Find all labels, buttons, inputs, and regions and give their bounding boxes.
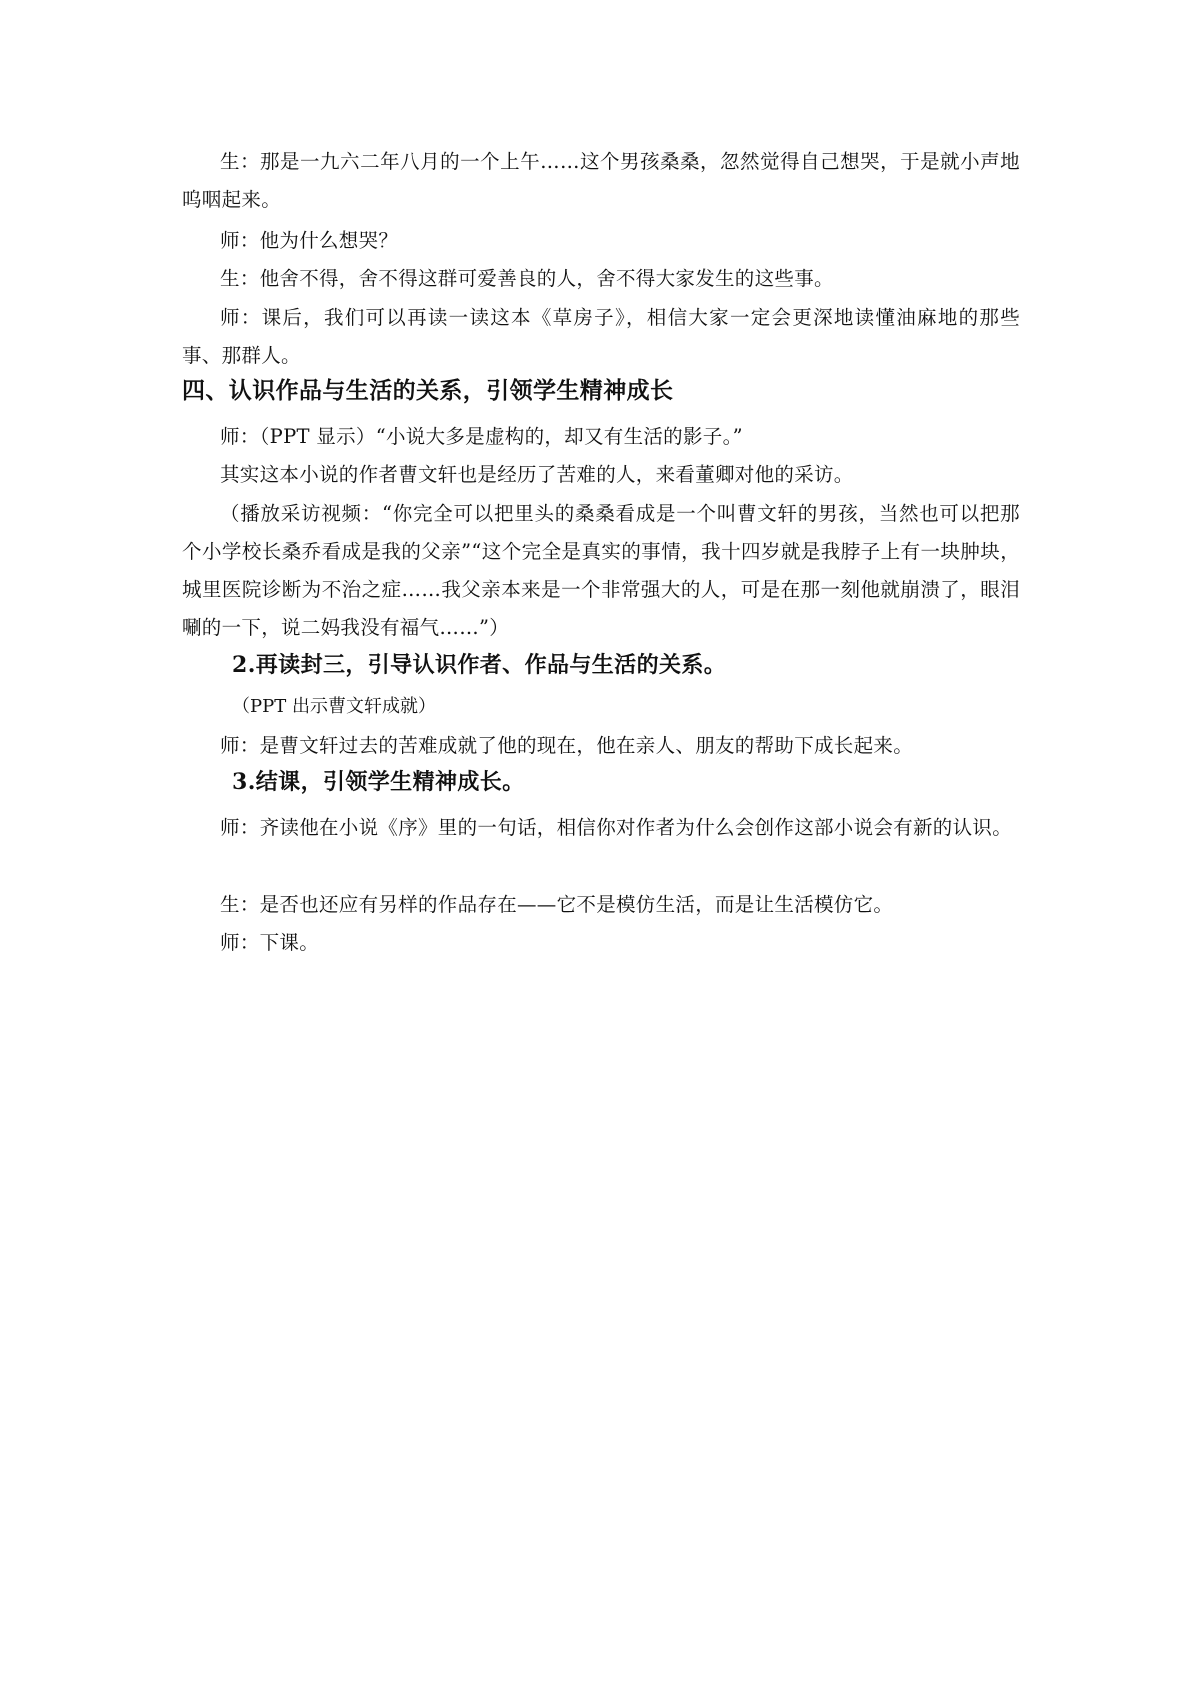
paragraph-student-quote: 生：是否也还应有另样的作品存在——它不是模仿生活，而是让生活模仿它。 bbox=[220, 893, 894, 916]
paragraph-read-preface: 师：齐读他在小说《序》里的一句话，相信你对作者为什么会创作这部小说会有新的认识。 bbox=[220, 816, 1013, 839]
paragraph-interview-video: （播放采访视频：“你完全可以把里头的桑桑看成是一个叫曹文轩的男孩，当然也可以把那个小学校长桑乔看成是我的父亲”“这个完全是真实的事情，我十四岁就是我脖子上有一块肿块，城里医院诊断为不治之症……我父亲本来是一个非常强大的人，可是在那一刻他就崩溃了，眼泪唰的一下，说二妈我没有福气……”） bbox=[182, 502, 1020, 639]
paragraph-student-reading: 生：那是一九六二年八月的一个上午……这个男孩桑桑，忽然觉得自己想哭，于是就小声地呜咽起来。 bbox=[182, 150, 1020, 211]
paragraph-student-answer: 生：他舍不得，舍不得这群可爱善良的人，舍不得大家发生的这些事。 bbox=[220, 267, 834, 290]
subheading-reread-cover: 2.再读封三，引导认识作者、作品与生活的关系。 bbox=[232, 652, 727, 678]
section-heading-four: 四、认识作品与生活的关系，引领学生精神成长 bbox=[182, 377, 674, 404]
note-ppt-achievements: （PPT 出示曹文轩成就） bbox=[232, 696, 436, 717]
paragraph-ppt-display: 师：（PPT 显示）“小说大多是虚构的，却又有生活的影子。” bbox=[220, 425, 743, 448]
paragraph-author-interview-intro: 其实这本小说的作者曹文轩也是经历了苦难的人，来看董卿对他的采访。 bbox=[220, 463, 854, 486]
paragraph-teacher-summary: 师：是曹文轩过去的苦难成就了他的现在，他在亲人、朋友的帮助下成长起来。 bbox=[220, 734, 914, 757]
paragraph-teacher-question: 师：他为什么想哭？ bbox=[220, 229, 399, 252]
paragraph-teacher-after-class: 师：课后，我们可以再读一读这本《草房子》，相信大家一定会更深地读懂油麻地的那些事、那群人。 bbox=[182, 306, 1020, 367]
paragraph-class-dismissed: 师：下课。 bbox=[220, 931, 320, 954]
subheading-closing: 3.结课，引领学生精神成长。 bbox=[232, 769, 525, 795]
